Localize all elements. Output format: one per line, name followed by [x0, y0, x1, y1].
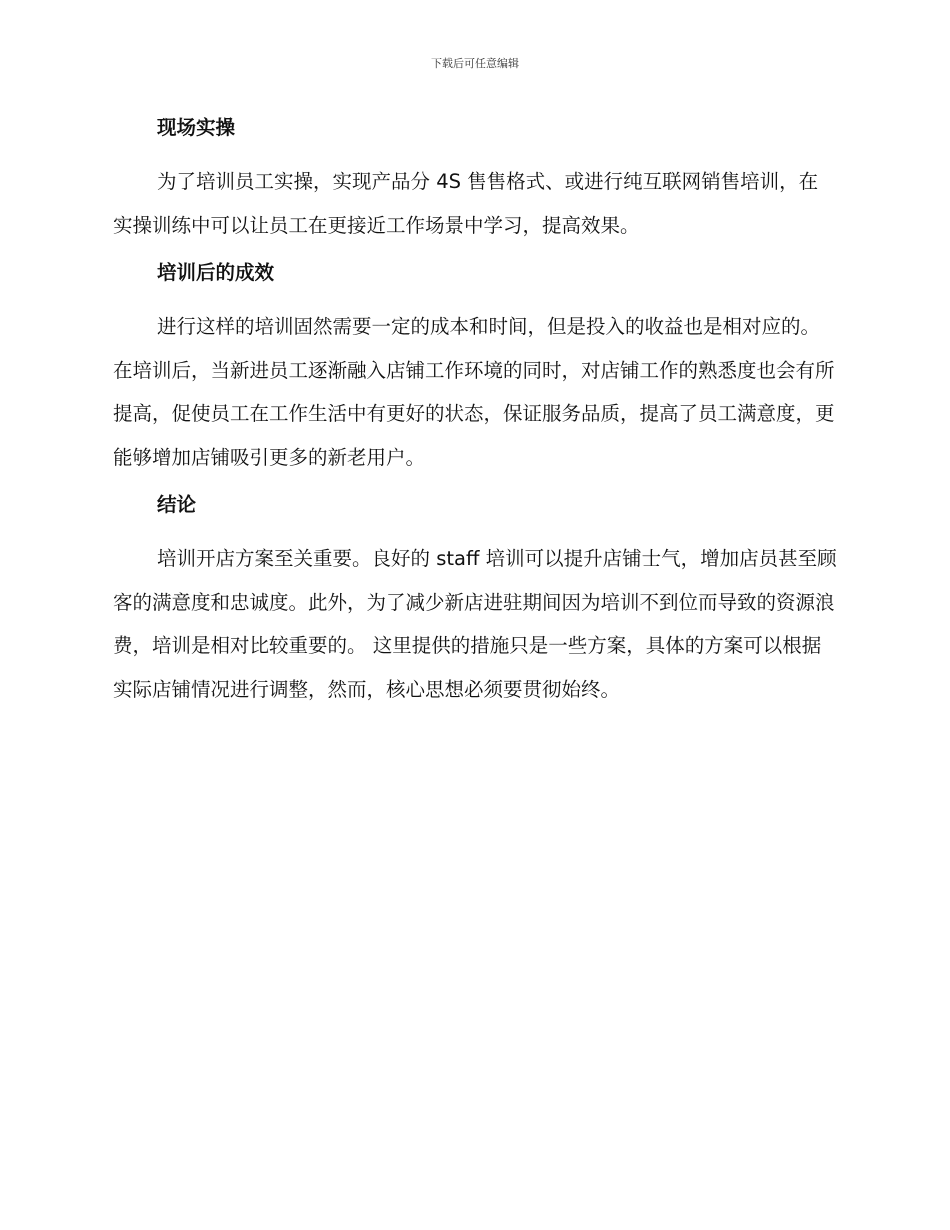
section-paragraph: 培训开店方案至关重要。良好的 staff 培训可以提升店铺士气，增加店员甚至顾客的满意度和忠诚度。此外，为了减少新店进驻期间因为培训不到位而导致的资源浪费，培训是相对比较重要的。 这里提供的措施只是一些方案，具体的方案可以根据实际店铺情况进行调整，然而，核心思想必须要贯彻始终。: [113, 547, 837, 701]
section-paragraph: 进行这样的培训固然需要一定的成本和时间，但是投入的收益也是相对应的。在培训后，当新进员工逐渐融入店铺工作环境的同时，对店铺工作的熟悉度也会有所提高，促使员工在工作生活中有更好的状态，保证服务品质，提高了员工满意度，更能够增加店铺吸引更多的新老用户。: [113, 315, 835, 469]
section-onsite-practice: [113, 114, 837, 247]
section-heading: 培训后的成效: [157, 261, 275, 284]
section-heading: 现场实操: [157, 116, 236, 139]
section-conclusion: [113, 491, 837, 711]
section-paragraph: 为了培训员工实操，实现产品分 4S 售售格式、或进行纯互联网销售培训，在实操训练中可以让员工在更接近工作场景中学习，提高效果。: [113, 170, 819, 237]
section-training-results: [113, 259, 837, 479]
document-body: [113, 114, 837, 723]
section-heading: 结论: [157, 493, 197, 516]
page-header: 下载后可任意编辑: [431, 57, 519, 70]
